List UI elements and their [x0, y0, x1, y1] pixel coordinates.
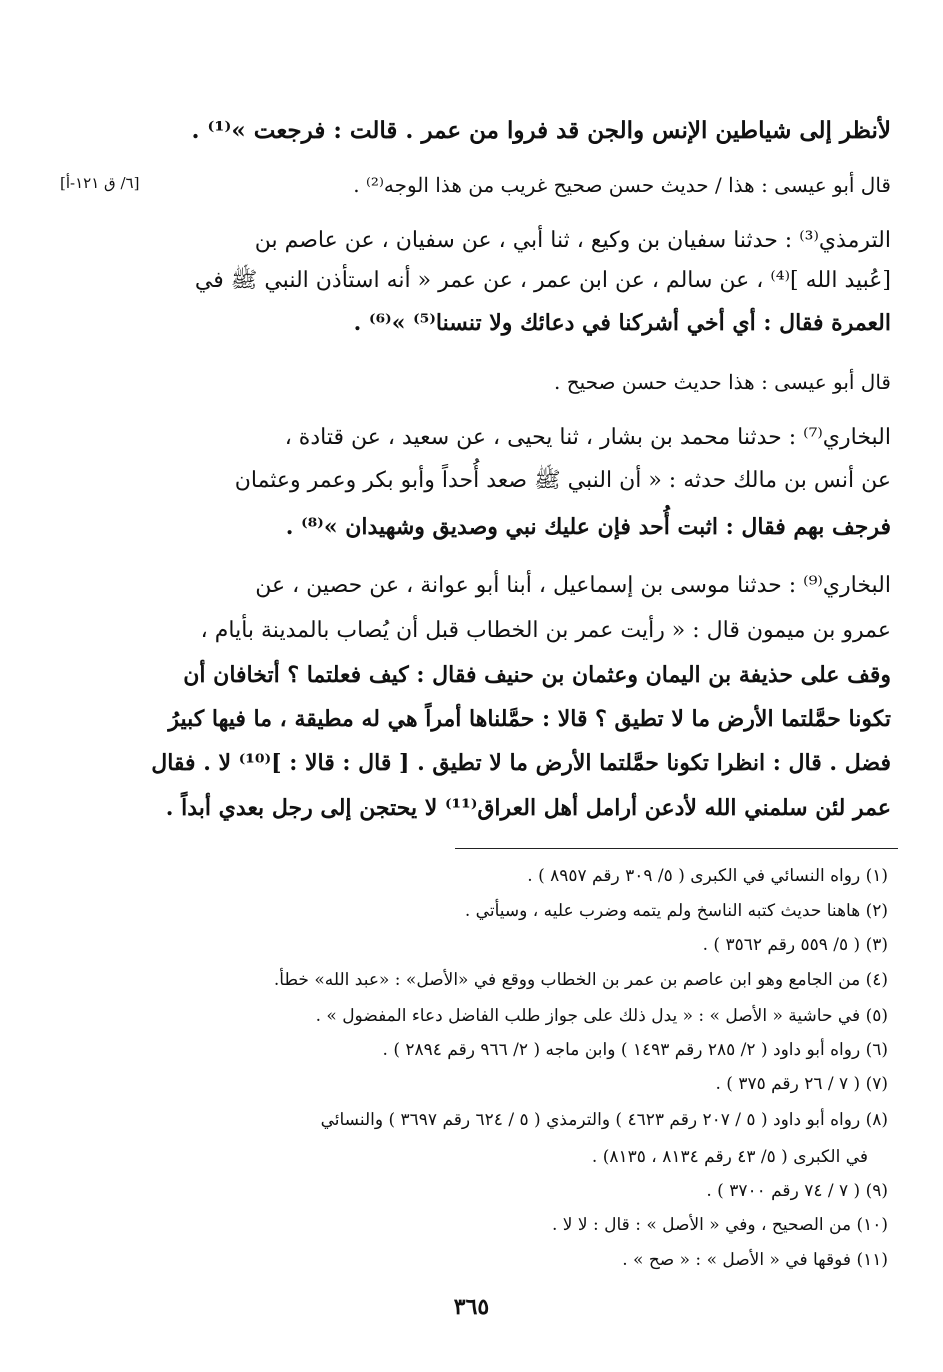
body-line: الترمذي⁽³⁾ : حدثنا سفيان بن وكيع ، ثنا أبي ، عن سفيان ، عن عاصم بن	[254, 228, 891, 253]
body-line: [عُبيد الله ]⁽⁴⁾ ، عن سالم ، عن ابن عمر ، عن عمر « أنه استأذن النبي ﷺ في	[194, 268, 891, 293]
body-line: فضل . قال : انظرا تكونا حمَّلتما الأرض ما لا تطيق . [ قال : قالا : ]⁽¹⁰⁾ لا . فقال	[151, 750, 891, 776]
footnote: (٥) في حاشية « الأصل » : « يدل ذلك على جواز طلب الفاضل دعاء المفضول » .	[315, 1006, 888, 1026]
body-line: لأنظر إلى شياطين الإنس والجن قد فروا من عمر . قالت : فرجعت »⁽¹⁾ .	[191, 117, 891, 144]
body-line: البخاري⁽⁷⁾ : حدثنا محمد بن بشار ، ثنا يحيى ، عن سعيد ، عن قتادة ،	[284, 425, 891, 450]
body-line: البخاري⁽⁹⁾ : حدثنا موسى بن إسماعيل ، أبنا أبو عوانة ، عن حصين ، عن	[255, 573, 891, 598]
footnote-divider	[455, 848, 898, 849]
page-number: ٣٦٥	[453, 1294, 490, 1320]
footnote: (٢) هاهنا حديث كتبه الناسخ ولم يتمه وضرب عليه ، وسيأتي .	[464, 901, 888, 921]
body-line: عن أنس بن مالك حدثه : « أن النبي ﷺ صعد أُحداً وأبو بكر وعمر وعثمان	[234, 468, 891, 493]
footnote: (١) رواه النسائي في الكبرى ( ٥/ ٣٠٩ رقم ٨٩٥٧ ) .	[527, 866, 888, 886]
footnote: (٩) ( ٧ / ٧٤ رقم ٣٧٠٠ ) .	[706, 1181, 888, 1201]
body-line: وقف على حذيفة بن اليمان وعثمان بن حنيف فقال : كيف فعلتما ؟ أتخافان أن	[183, 662, 891, 688]
footnote: (٧) ( ٧ / ٢٦ رقم ٣٧٥ ) .	[715, 1074, 888, 1094]
footnote: (٤) من الجامع وهو ابن عاصم بن عمر بن الخطاب ووقع في «الأصل» : «عبد الله» خطأ.	[273, 970, 888, 990]
body-line: تكونا حمَّلتما الأرض ما لا تطيق ؟ قالا : حمَّلناها أمراً هي له مطيقة ، ما فيها كبيرُ	[168, 706, 891, 732]
footnote: (٦) رواه أبو داود ( ٢/ ٢٨٥ رقم ١٤٩٣ ) وابن ماجه ( ٢/ ٩٦٦ رقم ٢٨٩٤ ) .	[382, 1040, 888, 1060]
manuscript-folio-note: [٦/ ق ١٢١-أ]	[60, 174, 140, 192]
body-line: العمرة فقال : أي أخي أشركنا في دعائك ولا تنسنا⁽⁵⁾ »⁽⁶⁾ .	[353, 310, 891, 336]
body-line: عمر لئن سلمني الله لأدعن أرامل أهل العراق⁽¹¹⁾ لا يحتجن إلى رجل بعدي أبداً .	[165, 795, 891, 821]
footnote: (١١) فوقها في « الأصل » : « صح » .	[622, 1250, 888, 1270]
body-line: عمرو بن ميمون قال : « رأيت عمر بن الخطاب قبل أن يُصاب بالمدينة بأيام ،	[200, 618, 891, 643]
footnote: (٨) رواه أبو داود ( ٥ / ٢٠٧ رقم ٤٦٢٣ ) والترمذي ( ٥ / ٦٢٤ رقم ٣٦٩٧ ) والنسائي	[320, 1110, 888, 1130]
footnote: (٣) ( ٥/ ٥٥٩ رقم ٣٥٦٢ ) .	[702, 935, 888, 955]
footnote-continuation: في الكبرى ( ٥/ ٤٣ رقم ٨١٣٤ ، ٨١٣٥) .	[591, 1147, 868, 1167]
body-line: قال أبو عيسى : هذا حديث حسن صحيح .	[553, 370, 891, 394]
body-line: فرجف بهم فقال : اثبت أُحد فإن عليك نبي وصديق وشهيدان »⁽⁸⁾ .	[285, 514, 891, 540]
body-line: قال أبو عيسى : هذا / حديث حسن صحيح غريب من هذا الوجه⁽²⁾ .	[353, 173, 891, 197]
footnote: (١٠) من الصحيح ، وفي « الأصل » : قال : لا لا .	[552, 1215, 888, 1235]
